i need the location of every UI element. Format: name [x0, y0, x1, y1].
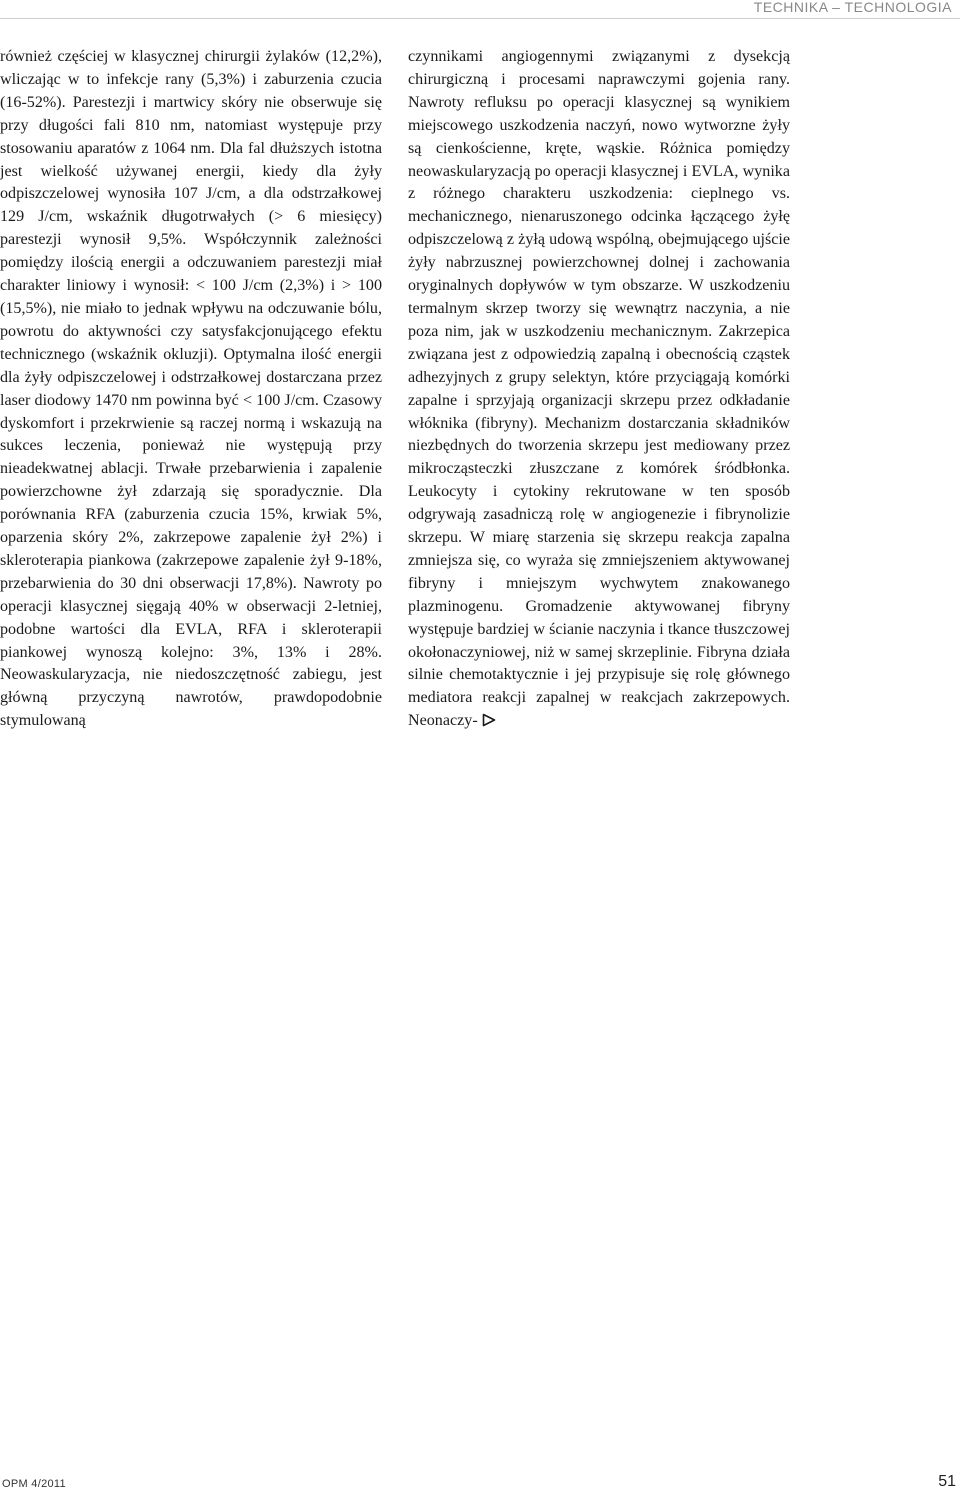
text-column-right	[408, 46, 790, 733]
body-paragraph-right	[408, 46, 790, 733]
text-column-left	[0, 46, 382, 733]
running-header	[0, 0, 960, 19]
arrow-right-outline-icon	[482, 713, 496, 727]
section-label: TECHNIKA – TECHNOLOGIA	[753, 0, 952, 15]
page-number: 51	[938, 1473, 956, 1490]
body-paragraph-left: również częściej w klasycznej chirurgii żylaków (12,2%), wliczając w to infekcje rany (5,3%) i zaburzenia czucia (16-52%). Parestezji i martwicy skóry nie obserwuje się przy długości fali 810 nm, natomiast występuje przy stosowaniu aparatów z 1064 nm. Dla fal dłuższych istotna jest wielkość używanej energii, kiedy dla żyły odpiszczelowej wynosiła 107 J/cm, a dla odstrzałkowej 129 J/cm, wskaźnik długotrwałych (> 6 miesięcy) parestezji wynosił 9,5%. Współczynnik zależności pomiędzy ilością energii a odczuwaniem parestezji miał charakter liniowy i wynosił: < 100 J/cm (2,3%) i > 100 (15,5%), nie miało to jednak wpływu na odczuwanie bólu, powrotu do aktywności czy satysfakcjonującego efektu technicznego (wskaźnik okluzji). Optymalna ilość energii dla żyły odpiszczelowej i odstrzałkowej dostarczana przez laser diodowy 1470 nm powinna być < 100 J/cm. Czasowy dyskomfort i przekrwienie są raczej normą i wskazują na sukces leczenia, ponieważ nie występują przy nieadekwatnej ablacji. Trwałe przebarwienia i zapalenie powierzchowne żył zdarzają się sporadycznie. Dla porównania RFA (zaburzenia czucia 15%, krwiak 5%, oparzenia skóry 2%, zakrzepowe zapalenie żył 2%) i skleroterapia piankowa (zakrzepowe zapalenie żył 9-18%, przebarwienia do 30 dni obserwacji 17,8%). Nawroty po operacji klasycznej sięgają 40% w obserwacji 2-letniej, podobne wartości dla EVLA, RFA i skleroterapii piankowej wynoszą kolejno: 3%, 13% i 28%. Neowaskularyzacja, nie niedoszczętność zabiegu, jest główną przyczyną nawrotów, prawdopodobnie stymulowaną	[0, 48, 382, 730]
body-text-right: czynnikami angiogennymi związanymi z dysekcją chirurgiczną i procesami naprawczymi gojenia rany. Nawroty refluksu po operacji klasycznej są wynikiem miejscowego uszkodzenia naczyń, nowo wytworzne żyły są cienkościenne, kręte, wąskie. Różnica pomiędzy neowaskularyzacją po operacji klasycznej i EVLA, wynika z różnego charakteru uszkodzenia: cieplnego vs. mechanicznego, nienaruszonego odcinka łączącego żyłę odpiszczelową z żyłą udową wspólną, obejmującego ujście żyły nabrzusznej powierzchownej dolnej i zachowania oryginalnych dopływów w tym obszarze. W uszkodzeniu termalnym skrzep tworzy się wewnątrz naczynia, a nie poza nim, jak w uszkodzeniu mechanicznym. Zakrzepica związana jest z odpowiedzią zapalną i obecnością cząstek adhezyjnych z grupy selektyn, które przyciągają komórki zapalne i sprzyjają organizacji skrzepu przez odkładanie włóknika (fibryny). Mechanizm dostarczania składników niezbędnych do tworzenia skrzepu jest mediowany przez mikrocząsteczki złuszczane z komórek śródbłonka. Leukocyty i cytokiny rekrutowane w ten sposób odgrywają zasadniczą rolę w angiogenezie i fibrynolizie skrzepu. W miarę starzenia się skrzepu reakcja zapalna zmniejsza się, co wyraża się zmniejszeniem aktywowanej fibryny i mniejszym wychwytem znakowanego plazminogenu. Gromadzenie aktywowanej fibryny występuje bardziej w ścianie naczynia i tkance tłuszczowej okołonaczyniowej, niż w samej skrzeplinie. Fibryna działa silnie chemotaktycznie i jej przypisuje się rolę głównego mediatora reakcji zapalnej w reakcjach zakrzepowych. Neonaczy-	[408, 48, 790, 730]
journal-issue: OPM 4/2011	[2, 1478, 66, 1490]
